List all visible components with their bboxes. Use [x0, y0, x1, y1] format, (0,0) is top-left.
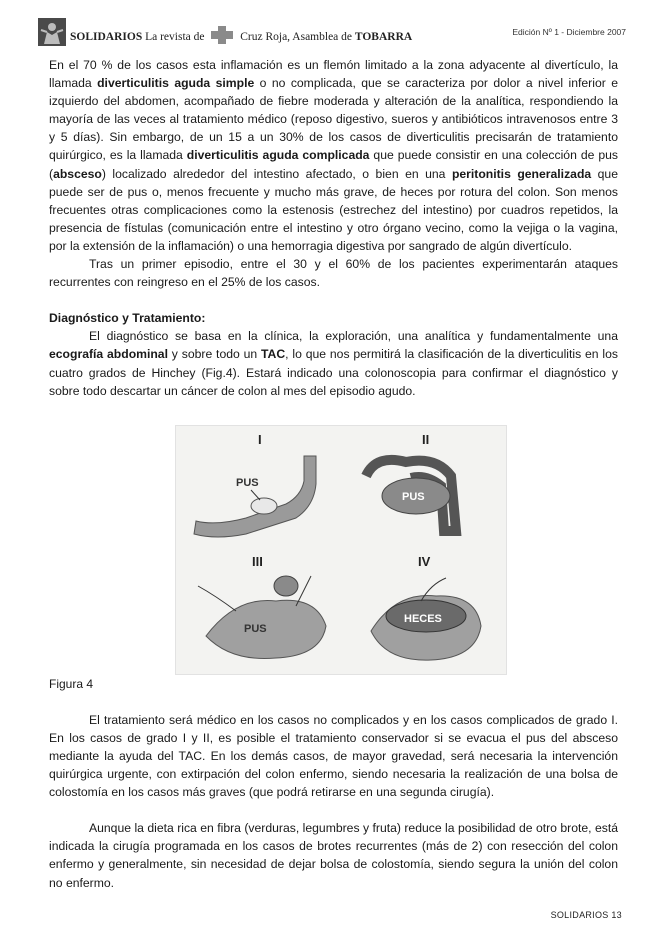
page-header: [38, 18, 626, 48]
grade-label-3: III: [252, 553, 263, 569]
assembly-name: TOBARRA: [354, 31, 413, 43]
spacer: [49, 801, 618, 819]
page-footer: SOLIDARIOS 13: [550, 910, 622, 920]
arrow-line: [198, 586, 236, 611]
colon-bulge: [274, 576, 298, 596]
text-run: En el 70 % de los casos esta inflamación es un flemón limitado a la zona adyacente al divertículo, la llamada: [49, 58, 618, 91]
text-run: o no complicada, que se caracteriza por dolor a nivel inferior e izquierdo del abdomen, acompañado de fiebre moderada y alteración de la analítica, respondiendo la mayoría de las veces al tratamiento médico (reposo digestivo, sueros y antibióticos intravenosos entre 3 y 5 días). Sin embargo, de un 15 a un 30% de los casos de diverticulitis precisarán de tratamiento quirúrgico, es la llamada: [49, 76, 618, 163]
text-run: , lo que nos permitirá la clasificación de la diverticulitis en los cuatro grados de Hinchey (Fig.4). Estará indicado una colonoscopia para confirmar el diagnóstico y sobre todo descartar un cáncer de colon al mes del episodio agudo.: [49, 347, 618, 398]
bold-term: TAC: [261, 347, 286, 362]
colon-segment: [194, 456, 316, 537]
red-cross-emblem-icon: [38, 18, 66, 46]
paragraph-diet: Aunque la dieta rica en fibra (verduras, legumbres y fruta) reduce la posibilidad de otro brote, está indicada la cirugía programada en los casos de brotes recurrentes (más de 2) con resección del colon enfermo y generalmente, sin necesidad de dejar bolsa de colostomía, siendo segura la unión del colon no enfermo.: [49, 821, 618, 890]
hinchey-grades-figure: [175, 425, 507, 675]
figure-caption: Figura 4: [49, 676, 94, 691]
feces-label: HECES: [404, 612, 442, 625]
magazine-title: [70, 26, 412, 44]
edition-info: Edición Nº 1 - Diciembre 2007: [512, 27, 626, 37]
pus-label-1: PUS: [236, 476, 259, 489]
abscess-shape: [251, 498, 277, 514]
magazine-subtitle-2: Cruz Roja, Asamblea de: [240, 31, 353, 43]
magazine-subtitle-1: La revista de: [145, 31, 205, 43]
arrow-line: [296, 576, 311, 606]
grade-label-2: II: [422, 431, 430, 447]
grade-label-4: IV: [418, 553, 431, 569]
paragraph-diagnosis: [49, 327, 618, 399]
text-run: ) localizado alrededor del intestino afectado, o bien en una: [101, 166, 452, 181]
bold-term: diverticulitis aguda simple: [97, 76, 255, 91]
paragraph-diverticulitis-types: [49, 56, 618, 255]
pus-label-2: PUS: [402, 490, 425, 503]
bold-term: ecografía abdominal: [49, 347, 168, 362]
article-body: [49, 56, 618, 892]
text-run: que puede consistir en una colección de pus (: [49, 148, 618, 181]
bold-term: peritonitis generalizada: [451, 166, 592, 181]
paragraph-treatment: El tratamiento será médico en los casos no complicados y en los casos complicados de grado I. En los casos de grado I y II, es posible el tratamiento conservador si se evacua el pus del absceso mediante la ayuda del TAC. En los demás casos, de mayor gravedad, será necesaria la intervención quirúrgica urgente, con extirpación del colon enfermo, siendo necesaria la realización de una bolsa de colostomía en los casos más graves (que podrá retirarse en una segunda cirugía).: [49, 712, 618, 800]
pointer-line: [251, 490, 260, 500]
magazine-name: SOLIDARIOS: [70, 31, 143, 43]
hinchey-illustration: [176, 426, 506, 674]
bold-term: absceso: [53, 166, 102, 181]
text-run: y sobre todo un: [167, 347, 262, 362]
grade-label-1: I: [258, 431, 262, 447]
red-cross-icon: [211, 26, 233, 44]
pus-label-3: PUS: [244, 622, 267, 635]
spacer: [49, 693, 618, 711]
spacer: [49, 291, 618, 309]
text-run: El diagnóstico se basa en la clínica, la exploración, una analítica y fundamentalmente una: [89, 329, 618, 344]
paragraph-recurrence: Tras un primer episodio, entre el 30 y el 60% de los pacientes experimentarán ataques recurrentes con reingreso en el 25% de los casos.: [49, 257, 618, 290]
text-run: que puede ser de pus o, menos frecuente y mucho más grave, de heces por rotura del colon. Son menos frecuentes otras complicaciones como la estenosis (estrechez del intestino) por cuadros repetidos, la presencia de fístulas (comunicación entre el intestino y otro órgano vecino, como la vejiga o la vagina, por la extensión de la inflamación) o una hemorragia digestiva por sangrado de algún divertículo.: [49, 166, 618, 253]
section-heading: Diagnóstico y Tratamiento:: [49, 311, 206, 326]
bold-term: diverticulitis aguda complicada: [186, 148, 370, 163]
